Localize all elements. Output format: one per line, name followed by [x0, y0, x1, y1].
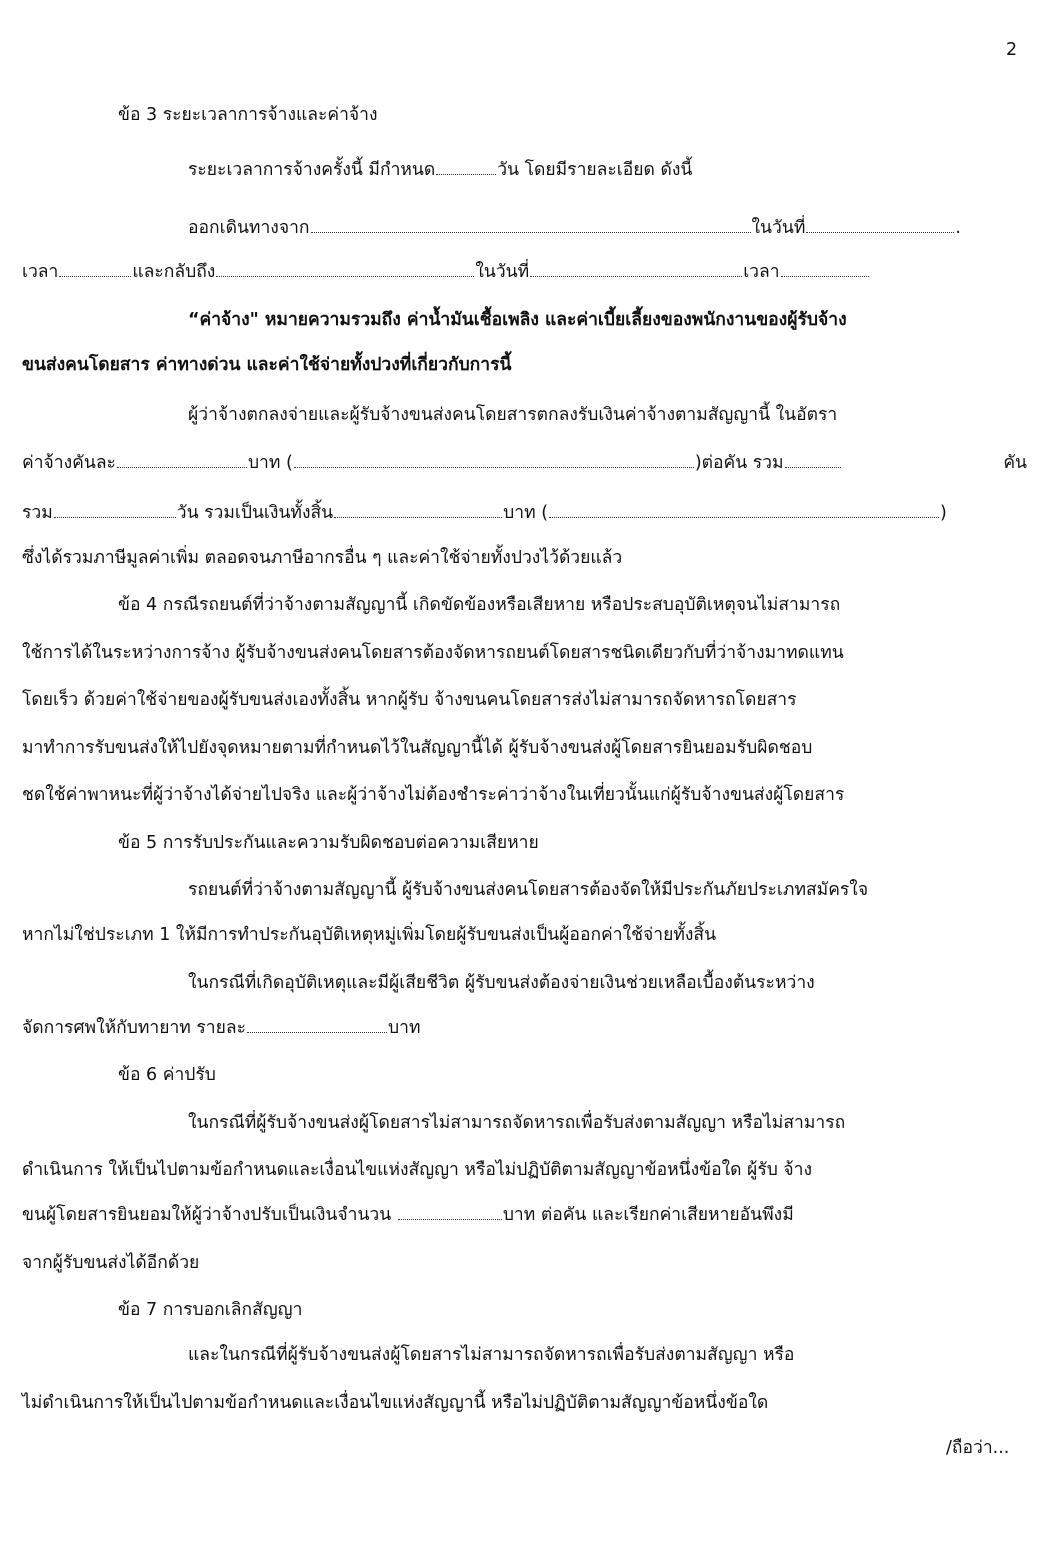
- section-5-line-1: รถยนต์ที่ว่าจ้างตามสัญญานี้ ผู้รับจ้างขนส่งคนโดยสารต้องจัดให้มีประกันภัยประเภทสมัครใจ: [188, 880, 869, 900]
- section-7-line-1: และในกรณีที่ผู้รับจ้างขนส่งผู้โดยสารไม่สามารถจัดหารถเพื่อรับส่งตามสัญญา หรือ: [188, 1345, 795, 1365]
- section-4-line-1: ข้อ 4 กรณีรถยนต์ที่ว่าจ้างตามสัญญานี้ เกิดขัดข้องหรือเสียหาย หรือประสบอุบัติเหตุจนไม่สามารถ: [118, 595, 841, 615]
- section-5-line-4: จัดการศพให้กับทายาท รายละ บาท: [22, 1010, 421, 1046]
- section-3-heading: ข้อ 3 ระยะเวลาการจ้างและค่าจ้าง: [118, 105, 378, 125]
- section-4-line-2: ใช้การได้ในระหว่างการจ้าง ผู้รับจ้างขนส่งคนโดยสารต้องจัดหารถยนต์โดยสารชนิดเดียวกับที่ว่าจ้างมาทดแทน: [22, 643, 844, 663]
- section-4-line-5: ชดใช้ค่าพาหนะที่ผู้ว่าจ้างได้จ่ายไปจริง และผู้ว่าจ้างไม่ต้องชำระค่าว่าจ้างในเที่ยวนั้นแก่ผู้รับจ้างขนส่งผู้โดยสาร: [22, 785, 845, 805]
- section-6-line-3: ขนผู้โดยสารยินยอมให้ผู้ว่าจ้างปรับเป็นเงินจำนวน บาท ต่อคัน และเรียกค่าเสียหายอันพึงมี: [22, 1197, 794, 1233]
- continuation-marker: /ถือว่า...: [946, 1438, 1010, 1458]
- section-4-line-4: มาทำการรับขนส่งให้ไปยังจุดหมายตามที่กำหนดไว้ในสัญญานี้ได้ ผู้รับจ้างขนส่งผู้โดยสารยินยอมรับผิดชอบ: [22, 738, 813, 758]
- wage-definition-line-2: ขนส่งคนโดยสาร ค่าทางด่วน และค่าใช้จ่ายทั้งปวงที่เกี่ยวกับการนี้: [22, 355, 512, 375]
- section-5-line-2: หากไม่ใช่ประเภท 1 ให้มีการทำประกันอุบัติเหตุหมู่เพิ่มโดยผู้รับขนส่งเป็นผู้ออกค่าใช้จ่ายทั้งสิ้น: [22, 925, 717, 945]
- section-7-heading: ข้อ 7 การบอกเลิกสัญญา: [118, 1300, 303, 1320]
- section-6-line-4: จากผู้รับขนส่งได้อีกด้วย: [22, 1253, 200, 1273]
- section-7-line-2: ไม่ดำเนินการให้เป็นไปตามข้อกำหนดและเงื่อนไขแห่งสัญญานี้ หรือไม่ปฏิบัติตามสัญญาข้อหนึ่งข้อใด: [22, 1393, 769, 1413]
- section-6-line-2: ดำเนินการ ให้เป็นไปตามข้อกำหนดและเงื่อนไขแห่งสัญญา หรือไม่ปฏิบัติตามสัญญาข้อหนึ่งข้อใด ผู้รับ จ้าง: [22, 1160, 813, 1180]
- section-4-line-3: โดยเร็ว ด้วยค่าใช้จ่ายของผู้รับขนส่งเองทั้งสิ้น หากผู้รับ จ้างขนคนโดยสารส่งไม่สามารถจัดหารถโดยสาร: [22, 690, 797, 710]
- section-6-line-1: ในกรณีที่ผู้รับจ้างขนส่งผู้โดยสารไม่สามารถจัดหารถเพื่อรับส่งตามสัญญา หรือไม่สามารถ: [188, 1113, 846, 1133]
- page-number: 2: [1006, 40, 1018, 60]
- duration-line: ระยะเวลาการจ้างครั้งนี้ มีกำหนด วัน โดยมีรายละเอียด ดังนี้: [188, 152, 692, 188]
- section-6-heading: ข้อ 6 ค่าปรับ: [118, 1065, 216, 1085]
- payment-line-2: ค่าจ้างคันละ บาท ( )ต่อคัน รวม คัน: [22, 445, 1027, 481]
- section-5-heading: ข้อ 5 การรับประกันและความรับผิดชอบต่อความเสียหาย: [118, 833, 539, 853]
- wage-definition-line-1: “ค่าจ้าง" หมายความรวมถึง ค่าน้ำมันเชื้อเพลิง และค่าเบี้ยเลี้ยงของพนักงานของผู้รับจ้าง: [188, 310, 847, 330]
- payment-line-3: รวม วัน รวมเป็นเงินทั้งสิ้น บาท ( ): [22, 495, 947, 531]
- payment-line-4: ซึ่งได้รวมภาษีมูลค่าเพิ่ม ตลอดจนภาษีอากรอื่น ๆ และค่าใช้จ่ายทั้งปวงไว้ด้วยแล้ว: [22, 548, 623, 568]
- departure-line: ออกเดินทางจาก ในวันที่ .: [188, 210, 961, 246]
- return-line: เวลา และกลับถึง ในวันที่ เวลา: [22, 254, 870, 290]
- payment-line-1: ผู้ว่าจ้างตกลงจ่ายและผู้รับจ้างขนส่งคนโดยสารตกลงรับเงินค่าจ้างตามสัญญานี้ ในอัตรา: [188, 405, 838, 425]
- section-5-line-3: ในกรณีที่เกิดอุบัติเหตุและมีผู้เสียชีวิต ผู้รับขนส่งต้องจ่ายเงินช่วยเหลือเบื้องต้นระหว่าง: [188, 973, 815, 993]
